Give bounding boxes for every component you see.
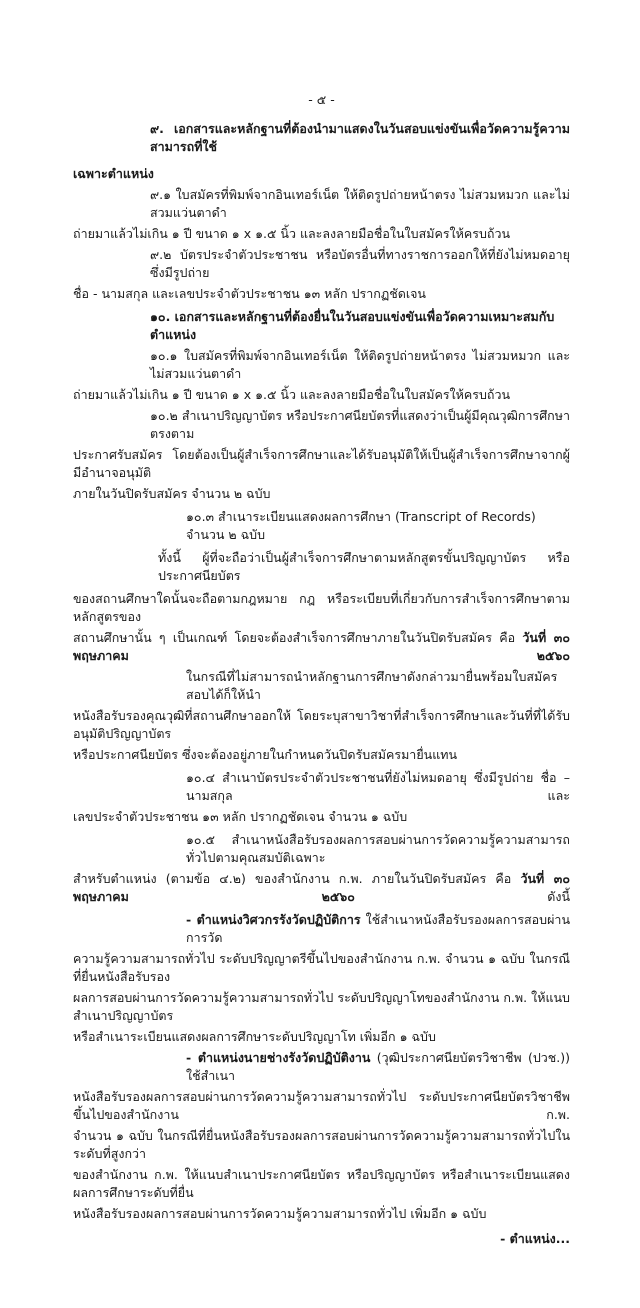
deadline-date: วันที่ ๓๐ พฤษภาคม ๒๕๖๐: [73, 871, 570, 904]
item-10-4: ๑๐.๔ สำเนาบัตรประจำตัวประชาชนที่ยังไม่หมดอายุ ซึ่งมีรูปถ่าย ชื่อ – นามสกุล และ: [186, 770, 570, 803]
engineer-position-para: [186, 911, 570, 947]
note-para-cont: ของสถานศึกษาใดนั้นจะถือตามกฎหมาย กฎ หรือระเบียบที่เกี่ยวกับการสำเร็จการศึกษาตามหลักสูตรของ: [73, 591, 570, 624]
note-text: สถานศึกษานั้น ๆ เป็นเกณฑ์ โดยจะต้องสำเร็จการศึกษาภายในวันปิดรับสมัคร คือ: [73, 630, 516, 645]
section-9-heading-cont: เฉพาะตำแหน่ง: [73, 166, 154, 181]
item-10-2: ๑๐.๒ สำเนาปริญญาบัตร หรือประกาศนียบัตรที่แสดงว่าเป็นผู้มีคุณวุฒิการศึกษาตรงตาม: [150, 408, 570, 441]
technician-position-para: [186, 1049, 570, 1085]
engineer-cont: ความรู้ความสามารถทั่วไป ระดับปริญญาตรีขึ้นไปของสำนักงาน ก.พ. จำนวน ๑ ฉบับ ในกรณีที่ยื่นหนังสือรับรอง: [73, 951, 570, 984]
engineer-position-title: - ตำแหน่งวิศวกรรังวัดปฏิบัติการ: [186, 912, 361, 927]
technician-cont2: จำนวน ๑ ฉบับ ในกรณีที่ยื่นหนังสือรับรองผลการสอบผ่านการวัดความรู้ความสามารถทั่วไปในระดับที่สูงกว่า: [73, 1128, 570, 1161]
item-10-1-cont: ถ่ายมาแล้วไม่เกิน ๑ ปี ขนาด ๑ x ๑.๕ นิ้ว และลงลายมือชื่อในใบสมัครให้ครบถ้วน: [73, 387, 511, 402]
item-9-1-cont: ถ่ายมาแล้วไม่เกิน ๑ ปี ขนาด ๑ x ๑.๕ นิ้ว และลงลายมือชื่อในใบสมัครให้ครบถ้วน: [73, 226, 511, 241]
engineer-cont2: ผลการสอบผ่านการวัดความรู้ความสามารถทั่วไป ระดับปริญญาโทของสำนักงาน ก.พ. ให้แนบสำเนาปริญญาบัตร: [73, 990, 570, 1023]
item-10-2-cont: ประกาศรับสมัคร โดยต้องเป็นผู้สำเร็จการศึกษาและได้รับอนุมัติให้เป็นผู้สำเร็จการศึกษาจากผู้มีอำนาจอนุมัติ: [73, 447, 570, 480]
engineer-text: ใช้สำเนาหนังสือรับรองผลการสอบผ่านการวัด: [186, 912, 570, 945]
case-para: ในกรณีที่ไม่สามารถนำหลักฐานการศึกษาดังกล่าวมายื่นพร้อมใบสมัครสอบได้ก็ให้นำ: [186, 669, 558, 702]
item-10-1: ๑๐.๑ ใบสมัครที่พิมพ์จากอินเทอร์เน็ต ให้ติดรูปถ่ายหน้าตรง ไม่สวมหมวก และไม่สวมแว่นตาดำ: [150, 348, 570, 381]
page-number: - ๕ -: [308, 92, 335, 107]
technician-position-title: - ตำแหน่งนายช่างรังวัดปฏิบัติงาน: [186, 1050, 371, 1065]
technician-cont3: ของสำนักงาน ก.พ. ให้แนบสำเนาประกาศนียบัตร หรือปริญญาบัตร หรือสำเนาระเบียนแสดงผลการศึกษาระดับที่ยื่น: [73, 1167, 570, 1200]
item-10-5: ๑๐.๕ สำเนาหนังสือรับรองผลการสอบผ่านการวัดความรู้ความสามารถทั่วไปตามคุณสมบัติเฉพาะ: [186, 832, 570, 865]
item-10-2-cont2: ภายในวันปิดรับสมัคร จำนวน ๒ ฉบับ: [73, 486, 271, 501]
item-9-2-cont: ชื่อ - นามสกุล และเลขประจำตัวประชาชน ๑๓ หลัก ปรากฏชัดเจน: [73, 286, 426, 301]
item-9-1: ๙.๑ ใบสมัครที่พิมพ์จากอินเทอร์เน็ต ให้ติดรูปถ่ายหน้าตรง ไม่สวมหมวก และไม่สวมแว่นตาดำ: [150, 187, 570, 220]
item-10-5-text: สำหรับตำแหน่ง (ตามข้อ ๔.๒) ของสำนักงาน ก.พ. ภายในวันปิดรับสมัคร คือ: [73, 871, 512, 886]
item-10-5-end: ดังนี้: [547, 889, 570, 904]
technician-text: (วุฒิประกาศนียบัตรวิชาชีพ (ปวช.)) ใช้สำเนา: [186, 1050, 570, 1083]
case-para-cont2: หรือประกาศนียบัตร ซึ่งจะต้องอยู่ภายในกำหนดวันปิดรับสมัครมายื่นแทน: [73, 747, 458, 762]
continuation-marker: - ตำแหน่ง...: [500, 1231, 570, 1246]
technician-cont4: หนังสือรับรองผลการสอบผ่านการวัดความรู้ความสามารถทั่วไป เพิ่มอีก ๑ ฉบับ: [73, 1206, 487, 1221]
section-10-heading: ๑๐. เอกสารและหลักฐานที่ต้องยื่นในวันสอบแข่งขันเพื่อวัดความเหมาะสมกับตำแหน่ง: [150, 309, 555, 342]
item-10-4-cont: เลขประจำตัวประชาชน ๑๓ หลัก ปรากฏชัดเจน จำนวน ๑ ฉบับ: [73, 809, 408, 824]
technician-cont: หนังสือรับรองผลการสอบผ่านการวัดความรู้ความสามารถทั่วไป ระดับประกาศนียบัตรวิชาชีพขึ้นไปของสำนักงาน ก.พ.: [73, 1089, 570, 1122]
case-para-cont: หนังสือรับรองคุณวุฒิที่สถานศึกษาออกให้ โดยระบุสาขาวิชาที่สำเร็จการศึกษาและวันที่ที่ได้รับอนุมัติปริญญาบัตร: [73, 708, 570, 741]
note-para: ทั้งนี้ ผู้ที่จะถือว่าเป็นผู้สำเร็จการศึกษาตามหลักสูตรขั้นปริญญาบัตร หรือประกาศนียบัตร: [158, 550, 570, 583]
deadline-date: วันที่ ๓๐ พฤษภาคม ๒๕๖๐: [73, 630, 570, 663]
item-9-2: ๙.๒ บัตรประจำตัวประชาชน หรือบัตรอื่นที่ทางราชการออกให้ที่ยังไม่หมดอายุ ซึ่งมีรูปถ่าย: [150, 247, 570, 280]
item-10-5-cont: [73, 870, 570, 906]
engineer-cont3: หรือสำเนาระเบียนแสดงผลการศึกษาระดับปริญญาโท เพิ่มอีก ๑ ฉบับ: [73, 1029, 436, 1044]
note-para-cont2: [73, 629, 570, 665]
section-9-heading: ๙. เอกสารและหลักฐานที่ต้องนำมาแสดงในวันสอบแข่งขันเพื่อวัดความรู้ความสามารถที่ใช้: [150, 121, 570, 154]
item-10-3: ๑๐.๓ สำเนาระเบียนแสดงผลการศึกษา (Transcript of Records) จำนวน ๒ ฉบับ: [186, 509, 536, 542]
